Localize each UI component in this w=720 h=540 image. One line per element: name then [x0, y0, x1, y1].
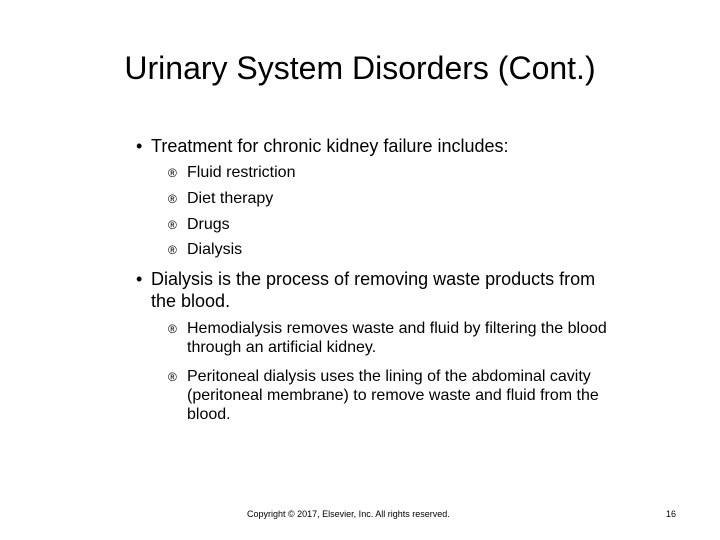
sub-bullet-text-line: Peritoneal dialysis uses the lining of the abdominal cavity — [187, 368, 591, 385]
sub-bullet-hemodialysis — [168, 319, 607, 357]
copyright-notice: Copyright © 2017, Elsevier, Inc. All rights reserved. — [247, 509, 450, 519]
sub-bullet-text-line: blood. — [187, 406, 231, 423]
sub-bullet-dialysis — [168, 240, 243, 259]
sub-bullet-marker: ® — [168, 192, 177, 206]
bullet-text-line: Dialysis is the process of removing waste products from — [151, 269, 596, 289]
bullet-marker: • — [136, 136, 143, 156]
bullet-text-line: the blood. — [151, 291, 231, 311]
sub-bullet-fluid — [168, 163, 296, 182]
bullet-text: Treatment for chronic kidney failure includes: — [151, 136, 509, 156]
bullet-dialysis-definition — [136, 268, 596, 312]
slide-title: Urinary System Disorders (Cont.) — [124, 50, 596, 86]
sub-bullet-text: Drugs — [187, 216, 230, 233]
sub-bullet-diet — [168, 189, 274, 208]
page-number: 16 — [666, 509, 677, 519]
sub-bullet-marker: ® — [168, 322, 177, 336]
sub-bullet-marker: ® — [168, 370, 177, 384]
sub-bullet-marker: ® — [168, 166, 177, 180]
sub-bullet-peritoneal — [168, 367, 599, 424]
sub-bullet-text: Fluid restriction — [187, 164, 296, 181]
sub-bullet-text: Dialysis — [187, 241, 243, 258]
sub-bullet-text: Diet therapy — [187, 190, 274, 207]
sub-bullet-drugs — [168, 215, 230, 234]
sub-bullet-marker: ® — [168, 243, 177, 257]
sub-bullet-text-line: (peritoneal membrane) to remove waste and fluid from the — [187, 387, 599, 404]
bullet-marker: • — [136, 269, 143, 289]
sub-bullet-marker: ® — [168, 218, 177, 232]
bullet-treatment — [136, 135, 509, 157]
sub-bullet-text-line: Hemodialysis removes waste and fluid by filtering the blood — [187, 320, 607, 337]
sub-bullet-text-line: through an artificial kidney. — [187, 339, 377, 356]
